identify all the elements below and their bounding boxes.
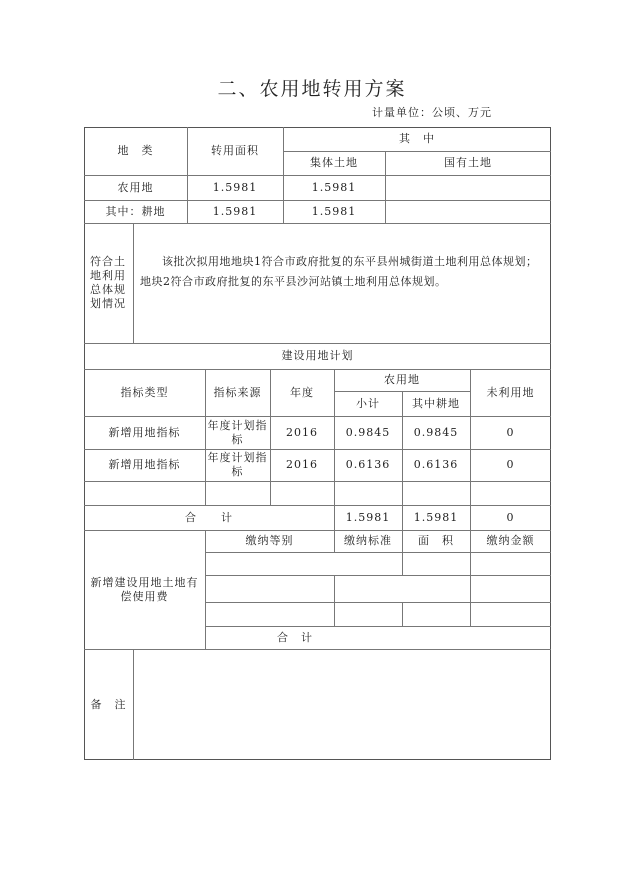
plan-row-year: 2016 bbox=[286, 458, 318, 471]
unit-note: 计量单位：公顷、万元 bbox=[372, 106, 492, 119]
header-state: 国有土地 bbox=[444, 156, 492, 169]
plan-row-source: 年度计划指标 bbox=[207, 451, 268, 478]
remarks-label: 备 注 bbox=[90, 697, 127, 711]
fee-total-label: 合 计 bbox=[277, 630, 313, 644]
landuse-category: 农用地 bbox=[117, 180, 154, 194]
header-collective: 集体土地 bbox=[310, 156, 358, 169]
landuse-collective: 1.5981 bbox=[311, 180, 357, 194]
plan-total-subtotal: 1.5981 bbox=[345, 510, 391, 524]
landuse-collective: 1.5981 bbox=[311, 204, 357, 218]
fee-header-grade: 缴纳等别 bbox=[245, 534, 294, 547]
page-title: 二、农用地转用方案 bbox=[217, 78, 407, 100]
plan-row-cultivated: 0.6136 bbox=[413, 458, 459, 471]
fee-header-area: 面 积 bbox=[418, 534, 454, 547]
construction-plan-title: 建设用地计划 bbox=[281, 349, 354, 362]
plan-row-type: 新增用地指标 bbox=[108, 458, 181, 471]
plan-total-unused: 0 bbox=[506, 510, 515, 524]
plan-row-source: 年度计划指标 bbox=[207, 418, 268, 446]
header-area: 转用面积 bbox=[211, 144, 259, 157]
plan-row-unused: 0 bbox=[506, 458, 515, 471]
plan-row-type: 新增用地指标 bbox=[108, 425, 181, 439]
header-year: 年度 bbox=[290, 385, 314, 399]
header-category: 地 类 bbox=[117, 144, 154, 157]
header-unused: 未利用地 bbox=[486, 385, 535, 399]
header-among: 其 中 bbox=[399, 132, 435, 145]
plan-row-unused: 0 bbox=[506, 425, 515, 439]
planning-text: 该批次拟用地地块1符合市政府批复的东平县州城街道土地利用总体规划；地块2符合市政府批复的东平县沙河站镇土地利用总体规划。 bbox=[140, 255, 538, 288]
planning-label: 符合土地利用总体规划情况 bbox=[90, 255, 126, 310]
landuse-area: 1.5981 bbox=[212, 180, 258, 194]
landuse-state bbox=[385, 200, 551, 223]
header-indicator-type: 指标类型 bbox=[120, 385, 169, 399]
header-indicator-source: 指标来源 bbox=[213, 385, 262, 399]
header-farmland: 农用地 bbox=[384, 373, 420, 386]
landuse-category: 其中：耕地 bbox=[105, 204, 166, 218]
fee-header-amount: 缴纳金额 bbox=[486, 534, 535, 547]
plan-row-subtotal: 0.9845 bbox=[345, 425, 391, 439]
plan-total-label: 合 计 bbox=[185, 510, 233, 524]
header-subtotal: 小计 bbox=[356, 396, 380, 410]
landuse-area: 1.5981 bbox=[212, 204, 258, 218]
fee-header-standard: 缴纳标准 bbox=[344, 534, 392, 547]
plan-total-cultivated: 1.5981 bbox=[413, 510, 459, 524]
landuse-state bbox=[385, 175, 551, 200]
fee-label: 新增建设用地土地有偿使用费 bbox=[90, 575, 199, 603]
plan-row-year: 2016 bbox=[286, 425, 318, 439]
plan-row-subtotal: 0.6136 bbox=[345, 458, 391, 471]
header-cultivated: 其中耕地 bbox=[412, 396, 460, 410]
plan-row-cultivated: 0.9845 bbox=[413, 425, 459, 439]
